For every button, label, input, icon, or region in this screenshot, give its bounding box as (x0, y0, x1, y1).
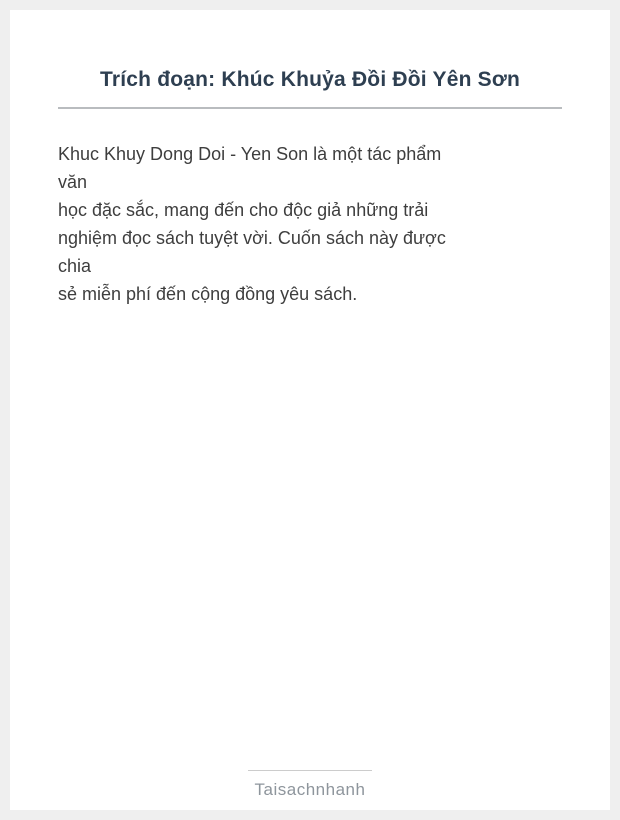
footer-divider (248, 770, 372, 771)
excerpt-line: học đặc sắc, mang đến cho độc giả những trải (58, 200, 429, 220)
excerpt-line: sẻ miễn phí đến cộng đồng yêu sách. (58, 284, 358, 304)
excerpt-text (58, 140, 562, 308)
document-card (10, 10, 610, 810)
excerpt-line: Khuc Khuy Dong Doi - Yen Son là một tác phẩm (58, 144, 442, 164)
excerpt-line: nghiệm đọc sách tuyệt vời. Cuốn sách này được (58, 228, 446, 248)
page-title: Trích đoạn: Khúc Khuỷa Đồi Đồi Yên Sơn (99, 68, 520, 91)
footer (10, 770, 610, 800)
excerpt-line: chia (58, 256, 92, 276)
title-divider (58, 107, 562, 109)
footer-brand: Taisachnhanh (254, 780, 366, 799)
excerpt-line: văn (58, 172, 88, 192)
